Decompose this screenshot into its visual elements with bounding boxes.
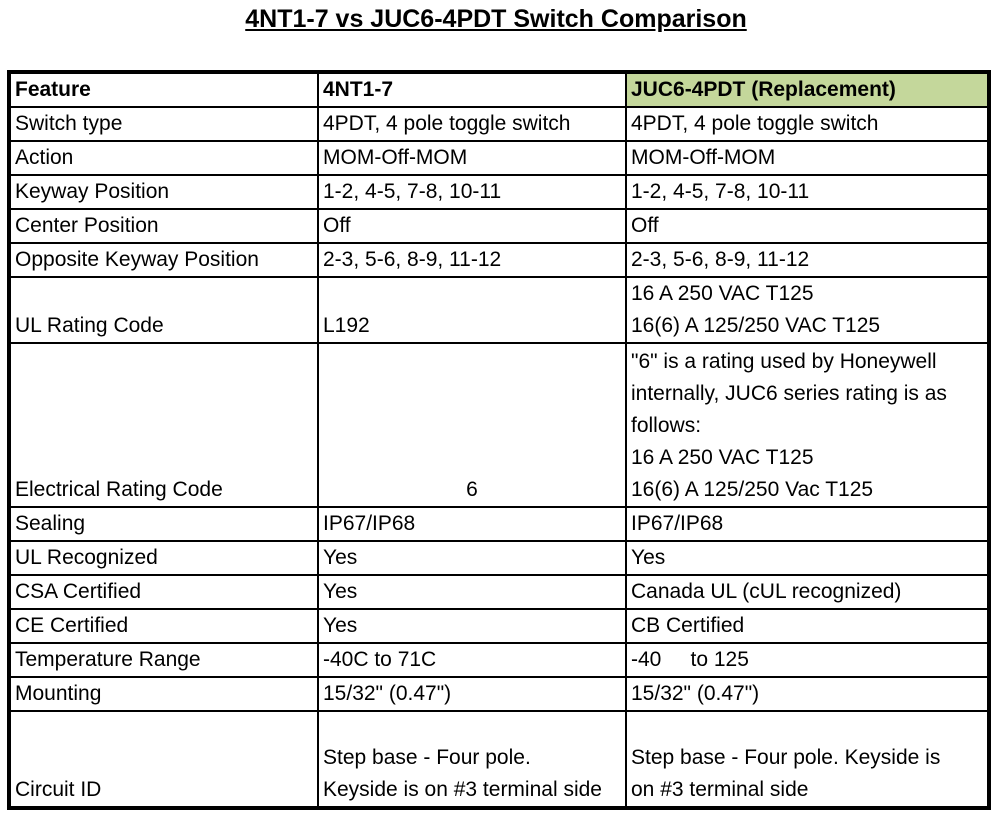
header-feature: Feature (9, 72, 318, 107)
value-juc6: CB Certified (626, 609, 989, 643)
cell-line: 16(6) A 125/250 Vac T125 (631, 478, 874, 501)
value-4nt1-7: IP67/IP68 (318, 507, 626, 541)
header-4nt1-7: 4NT1-7 (318, 72, 626, 107)
feature-cell: Sealing (9, 507, 318, 541)
table-row (9, 141, 989, 175)
table-row (9, 175, 989, 209)
value-juc6: 2-3, 5-6, 8-9, 11-12 (626, 243, 989, 277)
feature-cell: UL Rating Code (9, 277, 318, 343)
page-title: 4NT1-7 vs JUC6-4PDT Switch Comparison (245, 5, 747, 33)
cell-line: follows: (631, 414, 702, 437)
value-juc6: -40 to 125 (626, 643, 989, 677)
header-juc6-4pdt: JUC6-4PDT (Replacement) (626, 72, 989, 107)
cell-line: on #3 terminal side (631, 778, 809, 801)
value-4nt1-7: L192 (318, 277, 626, 343)
value-juc6: 15/32" (0.47") (626, 677, 989, 711)
value-4nt1-7: 15/32" (0.47") (318, 677, 626, 711)
feature-cell: UL Recognized (9, 541, 318, 575)
cell-line: internally, JUC6 series rating is as (631, 382, 947, 405)
cell-line: 16 A 250 VAC T125 (631, 446, 814, 469)
table-header-row (9, 72, 989, 107)
value-4nt1-7: 6 (318, 343, 626, 507)
table-row (9, 609, 989, 643)
table-row (9, 541, 989, 575)
feature-cell: Action (9, 141, 318, 175)
feature-cell: Electrical Rating Code (9, 343, 318, 507)
value-4nt1-7: Yes (318, 541, 626, 575)
value-4nt1-7: Yes (318, 575, 626, 609)
value-4nt1-7: Off (318, 209, 626, 243)
cell-line: Keyside is on #3 terminal side (323, 778, 602, 801)
cell-line: Step base - Four pole. Keyside is (631, 746, 941, 769)
table-row (9, 711, 989, 808)
feature-cell: Center Position (9, 209, 318, 243)
value-juc6: Canada UL (cUL recognized) (626, 575, 989, 609)
table-row (9, 677, 989, 711)
cell-line: 16 A 250 VAC T125 (631, 282, 814, 305)
value-juc6: Off (626, 209, 989, 243)
feature-cell: Opposite Keyway Position (9, 243, 318, 277)
table-row (9, 643, 989, 677)
table-row (9, 343, 989, 507)
table-row (9, 575, 989, 609)
value-4nt1-7: 4PDT, 4 pole toggle switch (318, 107, 626, 141)
comparison-table (7, 70, 991, 810)
value-4nt1-7: -40C to 71C (318, 643, 626, 677)
feature-cell: Keyway Position (9, 175, 318, 209)
value-juc6: MOM-Off-MOM (626, 141, 989, 175)
value-juc6: Yes (626, 541, 989, 575)
feature-cell: Switch type (9, 107, 318, 141)
table-row (9, 243, 989, 277)
value-4nt1-7: 1-2, 4-5, 7-8, 10-11 (318, 175, 626, 209)
feature-cell: Temperature Range (9, 643, 318, 677)
feature-cell: CE Certified (9, 609, 318, 643)
value-4nt1-7: 2-3, 5-6, 8-9, 11-12 (318, 243, 626, 277)
cell-line: Step base - Four pole. (323, 746, 531, 769)
feature-cell: CSA Certified (9, 575, 318, 609)
value-juc6: IP67/IP68 (626, 507, 989, 541)
cell-line: "6" is a rating used by Honeywell (631, 350, 937, 373)
value-4nt1-7: Yes (318, 609, 626, 643)
feature-cell: Circuit ID (9, 711, 318, 808)
value-4nt1-7: MOM-Off-MOM (318, 141, 626, 175)
value-juc6: 1-2, 4-5, 7-8, 10-11 (626, 175, 989, 209)
value-4nt1-7 (318, 711, 626, 808)
feature-cell: Mounting (9, 677, 318, 711)
value-juc6 (626, 343, 989, 507)
table-row (9, 277, 989, 343)
value-juc6 (626, 711, 989, 808)
table-row (9, 507, 989, 541)
table-row (9, 209, 989, 243)
value-juc6 (626, 277, 989, 343)
table-row (9, 107, 989, 141)
value-juc6: 4PDT, 4 pole toggle switch (626, 107, 989, 141)
cell-line: 16(6) A 125/250 VAC T125 (631, 314, 881, 337)
